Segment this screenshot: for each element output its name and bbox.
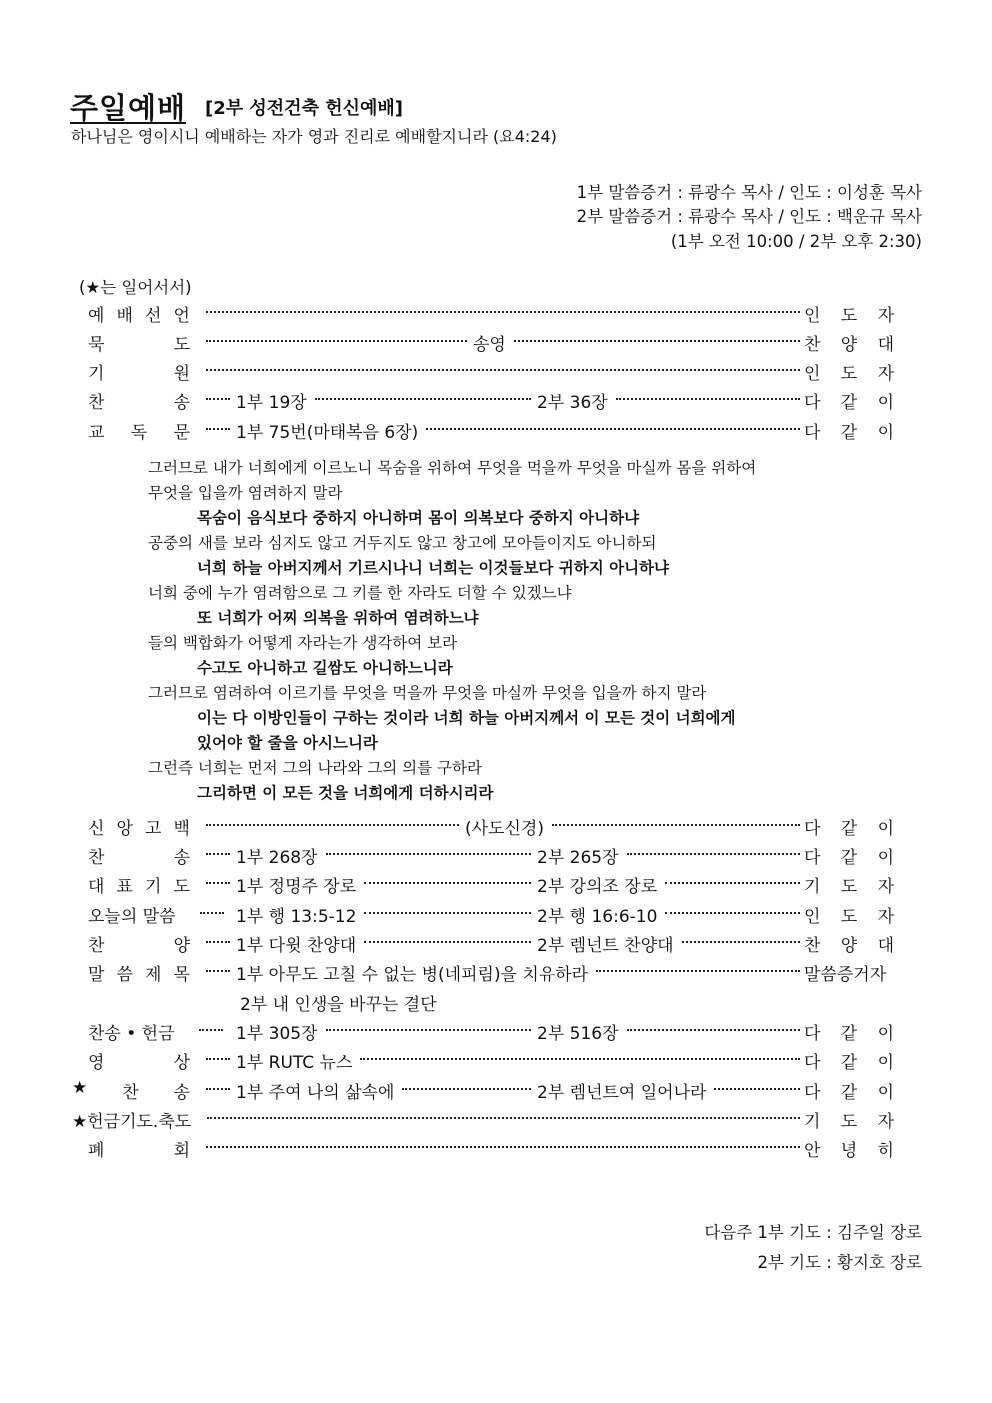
order-row-invocation xyxy=(88,359,894,388)
order-part2: 2부 36장 xyxy=(537,393,608,413)
order-responsible-char: 자 xyxy=(877,877,894,897)
congregation-line: 너희 하늘 아버지께서 기르시나니 너희는 이것들보다 귀하지 아니하냐 xyxy=(197,559,669,577)
congregation-line: 또 너희가 어찌 의복을 위하여 염려하느냐 xyxy=(197,609,479,627)
order-responsible-char: 인 xyxy=(804,907,821,927)
order-label xyxy=(88,330,190,355)
order-part2: 2부 강의조 장로 xyxy=(537,877,658,897)
leader-line: 그런즉 너희는 먼저 그의 나라와 그의 의를 구하라 xyxy=(148,759,482,777)
order-label-char: 앙 xyxy=(116,819,133,839)
leader-dots xyxy=(326,843,531,855)
leader-dots xyxy=(514,330,800,342)
order-responsible-char: 같 xyxy=(840,423,858,443)
order-responsible-char: 자 xyxy=(877,306,894,326)
service-subtitle: [2부 성전건축 헌신예배] xyxy=(205,98,404,119)
order-label-char: 언 xyxy=(173,306,190,326)
order-label-char: 기 xyxy=(88,364,105,384)
order-label-char: 송 xyxy=(173,393,190,413)
congregation-line: 수고도 아니하고 길쌈도 아니하느니라 xyxy=(197,659,453,677)
order-row-hymn-2 xyxy=(88,843,894,872)
order-label-char: 표 xyxy=(116,877,133,897)
order-row-hymn-1 xyxy=(88,388,894,417)
order-label xyxy=(88,359,190,384)
order-label xyxy=(88,931,190,956)
order-responsible-char: 인 xyxy=(804,364,821,384)
order-row-todays-word xyxy=(88,902,894,931)
leader-dots xyxy=(326,1019,531,1031)
order-part2: 2부 265장 xyxy=(537,848,619,868)
page-title: 주일예배 xyxy=(70,91,187,125)
order-part2-line: 2부 내 인생을 바꾸는 결단 xyxy=(240,995,437,1015)
order-responsible xyxy=(804,1048,894,1073)
order-part1: 1부 주여 나의 삶속에 xyxy=(236,1083,395,1103)
order-responsible-char: 찬 xyxy=(804,335,821,355)
leader-dots xyxy=(206,1048,230,1060)
order-responsible-char: 안 xyxy=(804,1141,821,1161)
order-responsible xyxy=(804,301,894,326)
order-label xyxy=(88,960,190,985)
order-label-char: 말 xyxy=(88,965,105,985)
order-row-video xyxy=(88,1048,894,1077)
order-label-char: 양 xyxy=(173,936,190,956)
leader-dots xyxy=(665,902,800,914)
leader-dots xyxy=(665,872,800,884)
leader-line: 공중의 새를 보라 심지도 않고 거두지도 않고 창고에 모아들이지도 아니하되 xyxy=(148,534,657,552)
leader-dots xyxy=(199,1019,223,1031)
order-responsible-char: 인 xyxy=(804,306,821,326)
order-label-char: 회 xyxy=(173,1141,190,1161)
order-responsible xyxy=(804,1078,894,1103)
leader-dots xyxy=(364,931,531,943)
leader-dots xyxy=(206,330,467,342)
order-label-char: 영 xyxy=(88,1053,105,1073)
order-responsible xyxy=(804,902,894,927)
leader-dots xyxy=(364,872,531,884)
leader-dots xyxy=(206,418,230,430)
order-responsible-char: 양 xyxy=(840,335,858,355)
leader-dots xyxy=(200,902,224,914)
order-row-representative-prayer xyxy=(88,872,894,901)
leader-dots xyxy=(206,1078,230,1090)
leader-dots xyxy=(206,872,230,884)
order-label-char: 도 xyxy=(173,877,190,897)
order-responsible-char: 이 xyxy=(877,848,894,868)
leader-dots xyxy=(206,931,230,943)
order-label xyxy=(88,1136,190,1161)
leader-dots xyxy=(206,814,459,826)
order-part2: 2부 렘넌트여 일어나라 xyxy=(537,1083,707,1103)
order-row-anthem xyxy=(88,931,894,960)
order-label xyxy=(88,843,190,868)
order-responsible-char: 같 xyxy=(840,819,858,839)
service-times: (1부 오전 10:00 / 2부 오후 2:30) xyxy=(670,232,922,251)
order-part1: 1부 305장 xyxy=(236,1024,318,1044)
leader-dots xyxy=(364,902,531,914)
leader-dots xyxy=(206,388,230,400)
order-label-char: 폐 xyxy=(88,1141,105,1161)
order-responsible-char: 이 xyxy=(877,1053,894,1073)
order-responsible-char: 이 xyxy=(877,423,894,443)
order-part2: 2부 행 16:6-10 xyxy=(537,907,658,927)
leader-dots xyxy=(206,843,230,855)
order-row-responsive-reading-row xyxy=(88,418,894,447)
leader-line: 무엇을 입을까 염려하지 말라 xyxy=(148,484,343,502)
order-label-char: 신 xyxy=(88,819,105,839)
order-responsible-char: 다 xyxy=(804,1024,821,1044)
order-part1: 1부 268장 xyxy=(236,848,318,868)
leader-dots xyxy=(616,388,800,400)
order-responsible-char: 양 xyxy=(840,936,858,956)
order-responsible-char: 같 xyxy=(840,393,858,413)
order-responsible xyxy=(804,388,894,413)
order-label-char: ★ xyxy=(72,1078,88,1098)
order-responsible-char: 다 xyxy=(804,819,821,839)
order-label xyxy=(88,1048,190,1073)
order-part1: 1부 75번(마태복음 6장) xyxy=(236,423,419,443)
order-label-char: 목 xyxy=(173,965,190,985)
order-responsible xyxy=(804,931,894,956)
order-responsible-char: 도 xyxy=(840,1112,858,1132)
order-row-closing-hymn xyxy=(72,1078,894,1107)
order-responsible xyxy=(804,1019,894,1044)
leader-line: 들의 백합화가 어떻게 자라는가 생각하여 보라 xyxy=(148,634,458,652)
order-responsible-char: 히 xyxy=(877,1141,894,1161)
order-label-char: 찬 xyxy=(122,1083,139,1103)
order-responsible: 말씀증거자 xyxy=(804,965,887,985)
order-responsible-char: 같 xyxy=(840,848,858,868)
order-part1: 1부 정명주 장로 xyxy=(236,877,357,897)
order-label xyxy=(72,1078,190,1103)
order-part1: 1부 행 13:5-12 xyxy=(236,907,357,927)
order-responsible-char: 기 xyxy=(804,1112,821,1132)
order-responsible-char: 찬 xyxy=(804,936,821,956)
order-responsible-char: 녕 xyxy=(840,1141,858,1161)
congregation-line: 있어야 할 줄을 아시느니라 xyxy=(197,734,378,752)
standing-note: (★는 일어서서) xyxy=(79,278,192,297)
order-label-char: 원 xyxy=(173,364,190,384)
order-label-char: 송 xyxy=(173,848,190,868)
leader-dots xyxy=(714,1078,800,1090)
next-week-prayer-2: 2부 기도 : 황지호 장로 xyxy=(757,1253,922,1272)
leader-line: 그러므로 내가 너희에게 이르노니 목숨을 위하여 무엇을 먹을까 무엇을 마실까 몸을 위하여 xyxy=(148,459,757,477)
preacher-line-2: 2부 말씀증거 : 류광수 목사 / 인도 : 백운규 목사 xyxy=(576,207,922,226)
order-responsible xyxy=(804,330,894,355)
order-mid-text: 송영 xyxy=(473,335,506,355)
order-responsible-char: 자 xyxy=(877,907,894,927)
order-label-char: 묵 xyxy=(88,335,105,355)
order-responsible xyxy=(804,872,894,897)
order-responsible-char: 기 xyxy=(804,877,821,897)
order-responsible-char: 대 xyxy=(877,936,894,956)
order-responsible-char: 이 xyxy=(877,819,894,839)
order-label-char: 찬 xyxy=(88,848,105,868)
order-responsible-char: 자 xyxy=(877,364,894,384)
order-label-char: 대 xyxy=(88,877,105,897)
order-responsible-char: 도 xyxy=(840,877,858,897)
order-label-char: 상 xyxy=(173,1053,190,1073)
leader-dots xyxy=(207,1107,800,1119)
leader-dots xyxy=(402,1078,531,1090)
order-responsible xyxy=(804,1136,894,1161)
order-responsible-char: 대 xyxy=(877,335,894,355)
order-label-char: 기 xyxy=(145,877,162,897)
order-label xyxy=(88,814,190,839)
order-mid-text: (사도신경) xyxy=(465,819,544,839)
order-responsible xyxy=(804,843,894,868)
order-label xyxy=(88,301,190,326)
preacher-line-1: 1부 말씀증거 : 류광수 목사 / 인도 : 이성훈 목사 xyxy=(576,183,922,202)
order-responsible-char: 도 xyxy=(840,364,858,384)
order-part2: 2부 렘넌트 찬양대 xyxy=(537,936,674,956)
order-label-char: 도 xyxy=(173,335,190,355)
order-responsible xyxy=(804,814,894,839)
order-row-hymn-offering xyxy=(88,1019,894,1048)
order-responsible-char: 다 xyxy=(804,848,821,868)
order-label: ★헌금기도.축도 xyxy=(72,1112,192,1132)
order-label xyxy=(88,872,190,897)
order-row-creed xyxy=(88,814,894,843)
order-responsible xyxy=(804,1107,894,1132)
leader-dots xyxy=(206,960,230,972)
leader-line: 너희 중에 누가 염려함으로 그 키를 한 자라도 더할 수 있겠느냐 xyxy=(148,584,572,602)
order-responsible-char: 이 xyxy=(877,1083,894,1103)
order-row-silent-prayer xyxy=(88,330,894,359)
order-responsible-char: 도 xyxy=(840,306,858,326)
leader-dots xyxy=(206,301,800,313)
leader-dots xyxy=(627,1019,800,1031)
order-part1: 1부 다윗 찬양대 xyxy=(236,936,357,956)
order-label-char: 제 xyxy=(145,965,162,985)
theme-verse: 하나님은 영이시니 예배하는 자가 영과 진리로 예배할지니라 (요4:24) xyxy=(71,127,557,146)
order-responsible-char: 이 xyxy=(877,393,894,413)
order-label-char: 찬 xyxy=(88,936,105,956)
order-part2: 2부 516장 xyxy=(537,1024,619,1044)
order-responsible-char: 다 xyxy=(804,393,821,413)
order-label xyxy=(88,388,190,413)
leader-dots xyxy=(206,1136,800,1148)
order-label-char: 씀 xyxy=(116,965,133,985)
leader-dots xyxy=(360,1048,800,1060)
order-label-char: 찬 xyxy=(88,393,105,413)
order-responsible-char: 다 xyxy=(804,423,821,443)
order-responsible-char: 다 xyxy=(804,1053,821,1073)
order-label: 찬송 • 헌금 xyxy=(88,1024,175,1044)
order-row-opening-declaration xyxy=(88,301,894,330)
order-label-char: 백 xyxy=(173,819,190,839)
order-responsible-char: 이 xyxy=(877,1024,894,1044)
order-row-dismissal xyxy=(88,1136,894,1165)
leader-line: 그러므로 염려하여 이르기를 무엇을 먹을까 무엇을 마실까 무엇을 입을까 하지 말라 xyxy=(148,684,707,702)
order-responsible-char: 같 xyxy=(840,1083,858,1103)
order-responsible-char: 자 xyxy=(877,1112,894,1132)
order-label-char: 고 xyxy=(145,819,162,839)
congregation-line: 목숨이 음식보다 중하지 아니하며 몸이 의복보다 중하지 아니하냐 xyxy=(197,509,640,527)
order-responsible-char: 도 xyxy=(840,907,858,927)
leader-dots xyxy=(206,359,800,371)
order-label: 오늘의 말씀 xyxy=(88,907,176,927)
leader-dots xyxy=(315,388,531,400)
order-part1: 1부 아무도 고칠 수 없는 병(네피림)을 치유하라 xyxy=(236,965,589,985)
congregation-line: 이는 다 이방인들이 구하는 것이라 너희 하늘 아버지께서 이 모든 것이 너희에게 xyxy=(197,709,736,727)
order-part1: 1부 19장 xyxy=(236,393,307,413)
leader-dots xyxy=(552,814,800,826)
order-label-char: 독 xyxy=(130,423,148,443)
order-label-char: 송 xyxy=(173,1083,190,1103)
leader-dots xyxy=(596,960,800,972)
order-label-char: 문 xyxy=(173,423,190,443)
order-label-char: 교 xyxy=(88,423,105,443)
leader-dots xyxy=(627,843,800,855)
order-responsible-char: 다 xyxy=(804,1083,821,1103)
order-responsible xyxy=(804,359,894,384)
order-label-char: 예 xyxy=(88,306,105,326)
order-label-char: 배 xyxy=(116,306,133,326)
next-week-prayer-1: 다음주 1부 기도 : 김주일 장로 xyxy=(704,1223,922,1242)
order-label xyxy=(88,418,190,443)
leader-dots xyxy=(682,931,800,943)
order-row-offering-prayer-benediction xyxy=(72,1107,894,1136)
order-part1: 1부 RUTC 뉴스 xyxy=(236,1053,353,1073)
order-responsible xyxy=(804,418,894,443)
order-responsible-char: 같 xyxy=(840,1024,858,1044)
order-label-char: 선 xyxy=(145,306,162,326)
leader-dots xyxy=(426,418,800,430)
order-row-sermon-title xyxy=(88,960,894,1015)
order-responsible-char: 같 xyxy=(840,1053,858,1073)
congregation-line: 그리하면 이 모든 것을 너희에게 더하시리라 xyxy=(197,784,494,802)
